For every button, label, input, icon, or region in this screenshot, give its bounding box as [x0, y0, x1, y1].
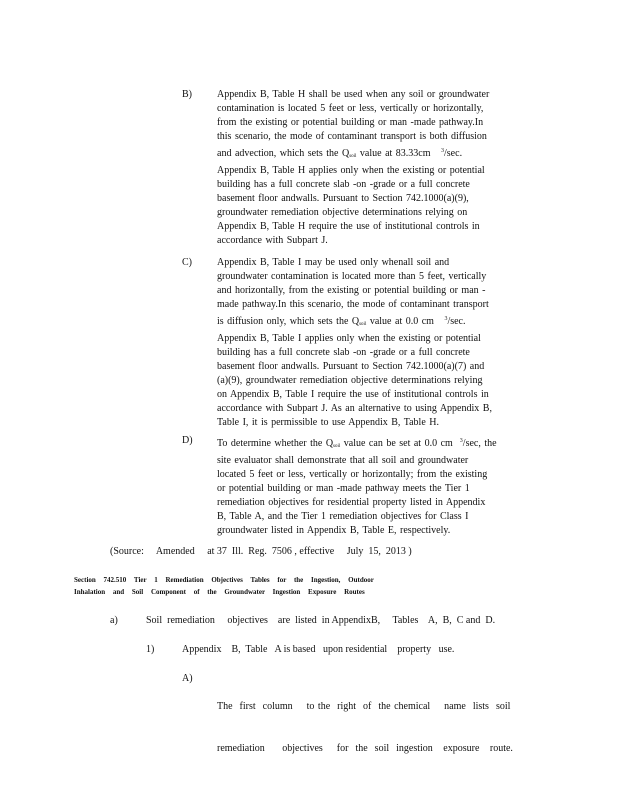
- para-A-text: [217, 672, 517, 784]
- heading-line: Section 742.510 Tier 1 Remediation Objectives Tables for the Ingestion, Outdoor: [74, 576, 374, 584]
- item-b-label: B): [182, 89, 192, 100]
- line: basement floor andwalls. Pursuant to Section 742.1000(a)(9),: [217, 193, 469, 204]
- item-c-label: C): [182, 257, 192, 268]
- line: remediation objectives for residential property listed in Appendix: [217, 497, 486, 508]
- para-a-label: a): [110, 615, 118, 626]
- para-1-text: Appendix B, Table A is based upon residential property use.: [182, 644, 455, 655]
- line: contamination is located 5 feet or less, vertically or horizontally,: [217, 103, 484, 114]
- line: remediation objectives for the soil ingestion exposure route.: [217, 743, 513, 754]
- line: building has a full concrete slab -on -grade or a full concrete: [217, 179, 470, 190]
- line: Appendix B, Table H shall be used when any soil or groundwater: [217, 89, 490, 100]
- line: from the existing or potential building or man -made pathway.In: [217, 117, 484, 128]
- line: located 5 feet or less, vertically or horizontally; from the existing: [217, 469, 488, 480]
- line-q-value: is diffusion only, which sets the $Q_{soil}$ value at 0.0 cm $^3$/sec.: [217, 316, 466, 327]
- line: The first column to the right of the chemical name lists soil: [217, 701, 511, 712]
- item-c-text: [217, 256, 537, 430]
- line: and horizontally, from the existing or potential building or man -: [217, 285, 486, 296]
- line: Appendix B, Table H applies only when the existing or potential: [217, 165, 485, 176]
- para-A-label: A): [182, 673, 193, 684]
- line: on Appendix B, Table I require the use of institutional controls in: [217, 389, 489, 400]
- line: Appendix B, Table I may be used only whenall soil and: [217, 257, 450, 268]
- line: groundwater remediation objective determinations relying on: [217, 207, 468, 218]
- line: accordance with Subpart J. As an alternative to using Appendix B,: [217, 403, 492, 414]
- para-1-label: 1): [146, 644, 155, 655]
- item-d-text: [217, 434, 537, 538]
- line: groundwater contamination is located more than 5 feet, vertically: [217, 271, 487, 282]
- line: groundwater listed in Appendix B, Table E, respectively.: [217, 525, 451, 536]
- source-note: (Source: Amended at 37 Ill. Reg. 7506 , effective July 15, 2013 ): [110, 546, 412, 557]
- line: Appendix B, Table H require the use of institutional controls in: [217, 221, 480, 232]
- section-heading: [74, 574, 474, 598]
- heading-line: Inhalation and Soil Component of the Groundwater Ingestion Exposure Routes: [74, 588, 365, 596]
- line: (a)(9), groundwater remediation objective determinations relying: [217, 375, 483, 386]
- para-a-text: Soil remediation objectives are listed in AppendixB, Tables A, B, C and D.: [146, 615, 496, 626]
- line: basement floor andwalls. Pursuant to Section 742.1000(a)(7) and: [217, 361, 485, 372]
- line: building has a full concrete slab -on -grade or a full concrete: [217, 347, 470, 358]
- line: site evaluator shall demonstrate that all soil and groundwater: [217, 455, 469, 466]
- item-d-label: D): [182, 435, 193, 446]
- line: made pathway.In this scenario, the mode of contaminant transport: [217, 299, 489, 310]
- line: accordance with Subpart J.: [217, 235, 328, 246]
- line: Appendix B, Table I applies only when the existing or potential: [217, 333, 481, 344]
- line-q-value: and advection, which sets the $Q_{soil}$ value at 83.33cm $^3$/sec.: [217, 148, 463, 159]
- line-q-value: To determine whether the $Q_{soil}$ value can be set at 0.0 cm $^3$/sec, the: [217, 438, 497, 449]
- line: B, Table A, and the Tier 1 remediation objectives for Class I: [217, 511, 469, 522]
- item-b-text: [217, 88, 523, 248]
- line: this scenario, the mode of contaminant transport is both diffusion: [217, 131, 487, 142]
- line: or potential building or man -made pathway meets the Tier 1: [217, 483, 470, 494]
- line: Table I, it is permissible to use Appendix B, Table H.: [217, 417, 439, 428]
